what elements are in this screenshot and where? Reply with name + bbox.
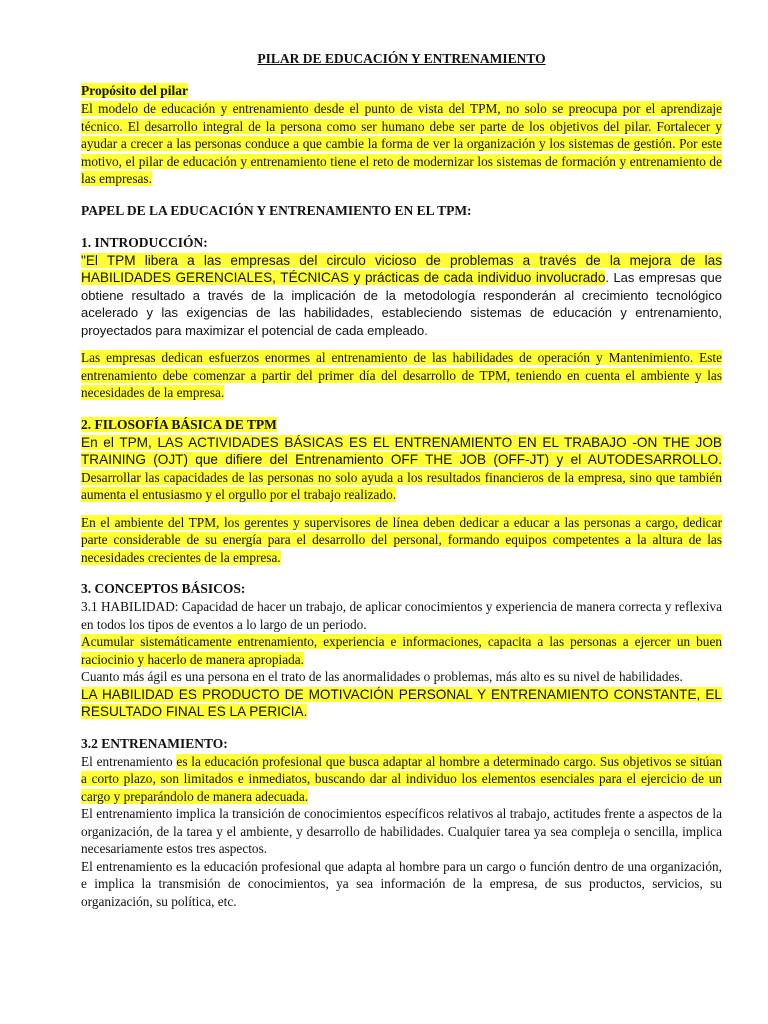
purpose-heading-text: Propósito del pilar (81, 83, 189, 98)
philosophy-paragraph-1 (81, 434, 722, 504)
purpose-heading (81, 82, 722, 100)
concepts-heading: 3. CONCEPTOS BÁSICOS: (81, 581, 246, 596)
philosophy-paragraph-2 (81, 514, 722, 567)
skill-product-paragraph (81, 686, 722, 721)
document-title: PILAR DE EDUCACIÓN Y ENTRENAMIENTO (257, 51, 546, 66)
intro-paragraph-2 (81, 349, 722, 402)
accumulate-text: Acumular sistemáticamente entrenamiento, experiencia e informaciones, capacita a las personas a ejercer un buen raciocinio y hacerlo de manera apropiada. (81, 634, 722, 667)
training-p1-highlight: es la educación profesional que busca adaptar al hombre a determinado cargo. Sus objetivos se sitúan a corto plazo, son limitados e inmediatos, buscando dar al individuo los elementos esenciales para el ejercicio de un cargo y preparándolo de manera adecuada. (81, 753, 722, 804)
philosophy-paragraph-2-text: En el ambiente del TPM, los gerentes y supervisores de línea deben dedicar a educar a las personas a cargo, dedicar parte considerable de su energía para el desarrollo del personal, formando equipos competentes a la altura de las necesidades crecientes de la empresa. (81, 514, 722, 565)
philosophy-caps: En el TPM, LAS ACTIVIDADES BÁSICAS ES EL ENTRENAMIENTO EN EL TRABAJO -ON THE JOB TRAINING (OJT) que difiere del Entrenamiento OFF THE JOB (OFF-JT) y el AUTODESARROLLO. (81, 434, 722, 467)
skill-product-text: LA HABILIDAD ES PRODUCTO DE MOTIVACIÓN PERSONAL Y ENTRENAMIENTO CONSTANTE, EL RESULTADO FINAL ES LA PERICIA. (81, 686, 722, 719)
training-paragraph-1 (81, 753, 722, 806)
agile-paragraph: Cuanto más ágil es una persona en el trato de las anormalidades o problemas, más alto es su nivel de habilidades. (81, 669, 683, 684)
philosophy-heading-text: 2. FILOSOFÍA BÁSICA DE TPM (81, 416, 277, 432)
purpose-text-highlight: El modelo de educación y entrenamiento desde el punto de vista del TPM, no solo se preocupa por el aprendizaje técnico. El desarrollo integral de la persona como ser humano debe ser parte de los objetivos del pilar. Fortalecer y ayudar a crecer a las personas conduce a que cambie la forma de ver la organización y los sistemas de gestión. Por este motivo, el pilar de educación y entrenamiento tiene el reto de modernizar los sistemas de formación y entrenamiento de las empresas. (81, 101, 722, 186)
training-p1-lead: El entrenamiento (81, 753, 177, 769)
intro-paragraph (81, 252, 722, 340)
training-paragraph-3: El entrenamiento es la educación profesional que adapta al hombre para un cargo o función dentro de una organización, e implica la transmisión de conocimientos, ya sea información de la empresa, de sus productos, servicios, su organización, su política, etc. (81, 858, 722, 909)
intro-paragraph-2-text: Las empresas dedican esfuerzos enormes al entrenamiento de las habilidades de operación y Mantenimiento. Este entrenamiento debe comenzar a partir del primer día del desarrollo de TPM, teniendo en cuenta el ambiente y las necesidades de la empresa. (81, 350, 722, 400)
role-heading: PAPEL DE LA EDUCACIÓN Y ENTRENAMIENTO EN EL TPM: (81, 202, 472, 218)
intro-rest: . Las empresas que obtiene resultado a través de la implicación de la metodología responderán al crecimiento tecnológico acelerado y las exigencias de las habilidades, estableciendo sistemas de educación y entrenamiento, proyectados para maximizar el potencial de cada empleado. (81, 270, 722, 338)
accumulate-paragraph (81, 633, 722, 668)
purpose-text (81, 100, 722, 188)
training-paragraph-2: El entrenamiento implica la transición de conocimientos específicos relativos al trabajo, actitudes frente a aspectos de la organización, de la tarea y el ambiente, y desarrollo de habilidades. Cualquier tarea ya sea compleja o sencilla, implica necesariamente estos tres aspectos. (81, 806, 722, 856)
training-heading: 3.2 ENTRENAMIENTO: (81, 735, 228, 751)
intro-quote: "El TPM libera a las empresas del circulo vicioso de problemas a través de la mejora de las HABILIDADES GERENCIALES, TÉCNICAS y prácticas de cada individuo involucrado (81, 252, 722, 285)
skill-definition: 3.1 HABILIDAD: Capacidad de hacer un trabajo, de aplicar conocimientos y experiencia de manera correcta y reflexiva en todos los tipos de eventos a lo largo de un periodo. (81, 599, 722, 632)
philosophy-heading (81, 416, 722, 434)
intro-heading: 1. INTRODUCCIÓN: (81, 234, 208, 250)
philosophy-rest: Desarrollar las capacidades de las personas no solo ayuda a los resultados financieros de la empresa, sino que también aumenta el entusiasmo y el orgullo por el trabajo realizado. (81, 469, 722, 502)
